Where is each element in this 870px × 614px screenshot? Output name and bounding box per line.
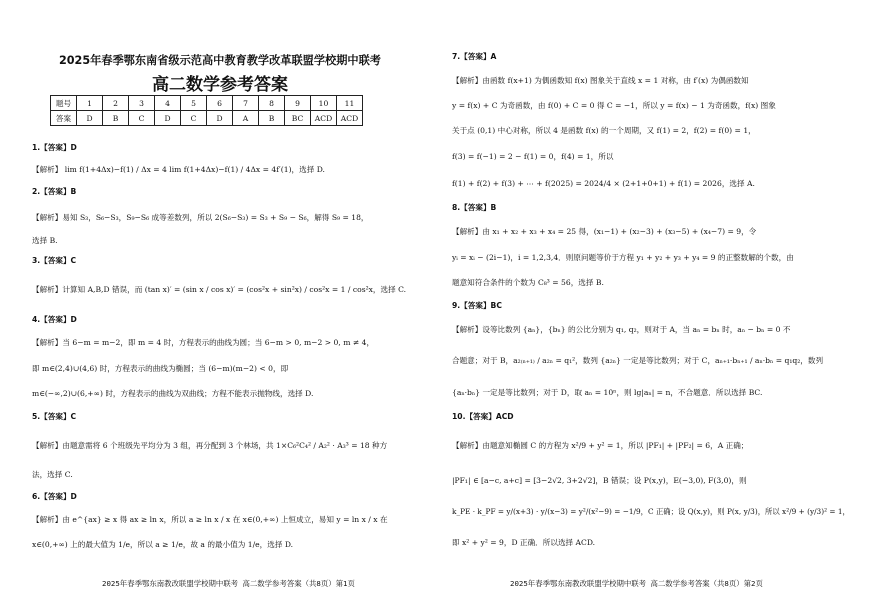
answer-heading: 3.【答案】C <box>32 256 77 265</box>
solution-line: 【解析】易知 S₃，S₆−S₃，S₉−S₆ 成等差数列，所以 2(S₆−S₃) = S₃ + S₉ − S₆，解得 S₉ = 18， <box>32 213 369 222</box>
solution-line: 【解析】由题意需将 6 个班级先平均分为 3 组，再分配到 3 个林场，共 1×C₆²C₄² / A₂² · A₃³ = 18 种方 <box>32 441 388 450</box>
page-1 <box>10 0 430 614</box>
answer-cell: D <box>155 111 181 126</box>
solution-line: 题意知符合条件的个数为 C₈³ = 56，选择 B. <box>452 278 604 287</box>
solution-line: 【解析】由题意知椭圆 C 的方程为 x²/9 + y² = 1，所以 |PF₁| + |PF₂| = 6，A 正确； <box>452 441 749 450</box>
page-2 <box>440 0 860 614</box>
question-number-cell: 11 <box>337 96 363 111</box>
solution-line: 法，选择 C. <box>32 470 73 479</box>
question-row <box>51 96 363 111</box>
solution-line: 合题意；对于 B，a₂₍ₙ₊₁₎ / a₂ₙ = q₁²，数列 {a₂ₙ} 一定是等比数列；对于 C，aₙ₊₁·bₙ₊₁ / aₙ·bₙ = q₁q₂，数列 <box>452 356 824 365</box>
answer-cell: B <box>103 111 129 126</box>
answer-row <box>51 111 363 126</box>
answer-heading: 8.【答案】B <box>452 203 497 212</box>
solution-line: 【解析】计算知 A,B,D 错误，而 (tan x)′ = (sin x / cos x)′ = (cos²x + sin²x) / cos²x = 1 / cos²x，选择 C. <box>32 285 407 294</box>
answer-cell: C <box>129 111 155 126</box>
answer-heading: 4.【答案】D <box>32 315 77 324</box>
solution-line: 即 x² + y² = 9，D 正确．所以选择 ACD. <box>452 538 596 547</box>
answer-cell: ACD <box>337 111 363 126</box>
solution-line: 【解析】由函数 f(x+1) 为偶函数知 f(x) 图象关于直线 x = 1 对称，由 f′(x) 为偶函数知 <box>452 76 749 85</box>
question-number-cell: 7 <box>233 96 259 111</box>
answer-cell: BC <box>285 111 311 126</box>
solution-line: {aₙ·bₙ} 一定是等比数列；对于 D，取 aₙ = 10ⁿ，则 lg|aₙ| = n，不合题意．所以选择 BC. <box>452 388 763 397</box>
answer-cell: D <box>77 111 103 126</box>
solution-line: f(3) = f(−1) = 2 − f(1) = 0，f(4) = 1，所以 <box>452 152 614 161</box>
question-label: 题号 <box>51 96 77 111</box>
answer-cell: ACD <box>311 111 337 126</box>
solution-line: 【解析】 lim f(1+4Δx)−f(1) / Δx = 4 lim f(1+4Δx)−f(1) / 4Δx = 4f′(1)，选择 D. <box>32 165 325 174</box>
solution-line: x∈(0,+∞) 上的最大值为 1/e，所以 a ≥ 1/e，故 a 的最小值为 1/e，选择 D. <box>32 540 294 549</box>
answer-heading: 2.【答案】B <box>32 187 77 196</box>
solution-line: 【解析】设等比数列 {aₙ}，{bₙ} 的公比分别为 q₁, q₂，则对于 A，当 aₙ = bₙ 时，aₙ − bₙ = 0 不 <box>452 325 791 334</box>
answer-cell: B <box>259 111 285 126</box>
solution-line: 关于点 (0,1) 中心对称，所以 4 是函数 f(x) 的一个周期，又 f(1) = 2，f(2) = f(0) = 1， <box>452 126 756 135</box>
solution-line: 【解析】由 x₁ + x₂ + x₃ + x₄ = 25 得，(x₁−1) + (x₂−3) + (x₃−5) + (x₄−7) = 9，令 <box>452 227 757 236</box>
solution-line: 即 m∈(2,4)∪(4,6) 时，方程表示的曲线为椭圆；当 (6−m)(m−2) < 0，即 <box>32 364 289 373</box>
solution-line: 【解析】由 e^{ax} ≥ x 得 ax ≥ ln x，所以 a ≥ ln x / x 在 x∈(0,+∞) 上恒成立，易知 y = ln x / x 在 <box>32 515 388 524</box>
exam-title: 2025年春季鄂东南省级示范高中教育教学改革联盟学校期中联考 <box>58 54 381 67</box>
answer-heading: 6.【答案】D <box>32 492 77 501</box>
answer-heading: 9.【答案】BC <box>452 301 502 310</box>
question-number-cell: 8 <box>259 96 285 111</box>
question-number-cell: 2 <box>103 96 129 111</box>
answer-heading: 5.【答案】C <box>32 412 77 421</box>
answer-cell: C <box>181 111 207 126</box>
answer-label: 答案 <box>51 111 77 126</box>
footer-page-2: 2025年春季鄂东南教改联盟学校期中联考 高二数学参考答案（共8页）第2页 <box>510 579 763 588</box>
answer-heading: 1.【答案】D <box>32 143 77 152</box>
question-number-cell: 9 <box>285 96 311 111</box>
solution-line: 【解析】当 6−m = m−2，即 m = 4 时，方程表示的曲线为圆；当 6−m > 0, m−2 > 0, m ≠ 4， <box>32 338 375 347</box>
solution-line: y = f(x) + C 为奇函数，由 f(0) + C = 0 得 C = −1，所以 y = f(x) − 1 为奇函数，f(x) 图象 <box>452 101 776 110</box>
question-number-cell: 10 <box>311 96 337 111</box>
answer-cell: D <box>207 111 233 126</box>
solution-line: 选择 B. <box>32 236 58 245</box>
answer-heading: 7.【答案】A <box>452 52 497 61</box>
question-number-cell: 6 <box>207 96 233 111</box>
solution-line: |PF₁| ∈ [a−c, a+c] = [3−2√2, 3+2√2]，B 错误；设 P(x,y)，E(−3,0), F(3,0)，则 <box>452 476 747 485</box>
question-number-cell: 4 <box>155 96 181 111</box>
subject-title: 高二数学参考答案 <box>152 75 288 95</box>
solution-line: f(1) + f(2) + f(3) + ⋯ + f(2025) = 2024/4 × (2+1+0+1) + f(1) = 2026，选择 A. <box>452 179 755 188</box>
question-number-cell: 5 <box>181 96 207 111</box>
answer-heading: 10.【答案】ACD <box>452 412 514 421</box>
answer-cell: A <box>233 111 259 126</box>
solution-line: m∈(−∞,2)∪(6,+∞) 时，方程表示的曲线为双曲线；方程不能表示抛物线，选择 D. <box>32 389 314 398</box>
footer-page-1: 2025年春季鄂东南教改联盟学校期中联考 高二数学参考答案（共8页）第1页 <box>102 579 355 588</box>
question-number-cell: 1 <box>77 96 103 111</box>
solution-line: yᵢ = xᵢ − (2i−1)，i = 1,2,3,4．则原问题等价于方程 y₁ + y₂ + y₃ + y₄ = 9 的正整数解的个数，由 <box>452 253 794 262</box>
question-number-cell: 3 <box>129 96 155 111</box>
solution-line: k_PE · k_PF = y/(x+3) · y/(x−3) = y²/(x²−9) = −1/9，C 正确；设 Q(x,y)，则 P(x, y/3)，所以 x²/9 + (y/3)² = 1， <box>452 507 850 516</box>
answer-table <box>50 95 363 126</box>
